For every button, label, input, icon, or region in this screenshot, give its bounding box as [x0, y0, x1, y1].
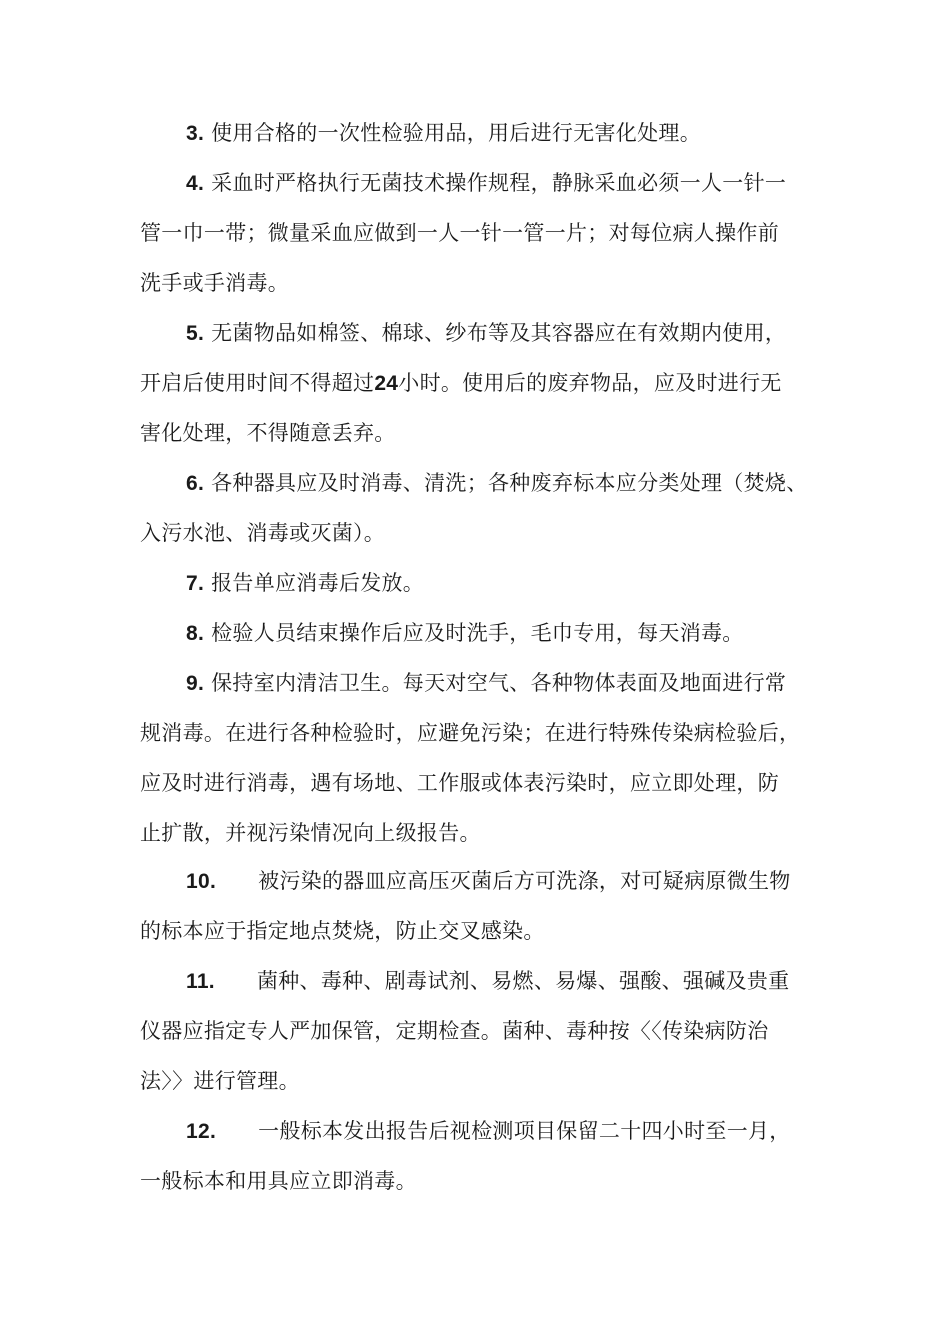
item-text: 无菌物品如棉签、棉球、纱布等及其容器应在有效期内使用，: [211, 321, 787, 345]
paragraph-5-line-1: [186, 318, 786, 349]
paragraph-9-line-4: 止扩散，并视污染情况向上级报告。: [140, 821, 481, 845]
paragraph-5-line-2: [140, 368, 782, 399]
item-number: 3.: [186, 122, 205, 145]
item-number-inline: 24: [374, 372, 399, 395]
item-number: 12.: [186, 1120, 217, 1143]
item-number: 8.: [186, 622, 205, 645]
paragraph-9-line-3: 应及时进行消毒，遇有场地、工作服或体表污染时，应立即处理，防: [140, 771, 779, 795]
paragraph-10-line-1: [186, 866, 791, 897]
item-text: 开启后使用时间不得超过: [140, 371, 375, 395]
item-number: 9.: [186, 672, 205, 695]
paragraph-4-line-3: 洗手或手消毒。: [140, 271, 290, 295]
item-text: 保持室内清洁卫生。每天对空气、各种物体表面及地面进行常: [211, 671, 787, 695]
paragraph-7-line-1: [186, 568, 424, 599]
paragraph-11-line-3: 法〉〉进行管理。: [140, 1069, 300, 1093]
paragraph-4-line-1: [186, 168, 786, 199]
item-number: 5.: [186, 322, 205, 345]
paragraph-9-line-2: 规消毒。在进行各种检验时，应避免污染；在进行特殊传染病检验后，: [140, 721, 801, 745]
paragraph-5-line-3: 害化处理，不得随意丢弃。: [140, 421, 396, 445]
item-text: 采血时严格执行无菌技术操作规程，静脉采血必须一人一针一: [211, 171, 787, 195]
item-text: 各种器具应及时消毒、清洗；各种废弃标本应分类处理（焚烧、: [211, 471, 808, 495]
paragraph-11-line-1: [186, 966, 789, 997]
item-number: 7.: [186, 572, 205, 595]
paragraph-6-line-2: 入污水池、消毒或灭菌）。: [140, 521, 386, 545]
paragraph-3-line-1: [186, 118, 701, 149]
item-number: 10.: [186, 870, 217, 893]
item-number: 4.: [186, 172, 205, 195]
item-text: 报告单应消毒后发放。: [211, 571, 425, 595]
paragraph-8-line-1: [186, 618, 744, 649]
paragraph-6-line-1: [186, 468, 808, 499]
item-number: 11.: [186, 970, 215, 993]
paragraph-12-line-1: [186, 1116, 791, 1147]
paragraph-12-line-2: 一般标本和用具应立即消毒。: [140, 1169, 417, 1193]
item-text: 使用合格的一次性检验用品，用后进行无害化处理。: [211, 121, 702, 145]
item-text: 一般标本发出报告后视检测项目保留二十四小时至一月，: [258, 1119, 791, 1143]
item-text: 小时。使用后的废弃物品，应及时进行无: [398, 371, 782, 395]
item-text: 检验人员结束操作后应及时洗手，毛巾专用，每天消毒。: [211, 621, 744, 645]
paragraph-11-line-2: 仪器应指定专人严加保管，定期检查。菌种、毒种按〈〈传染病防治: [140, 1019, 769, 1043]
item-text: 被污染的器皿应高压灭菌后方可洗涤，对可疑病原微生物: [258, 869, 791, 893]
paragraph-9-line-1: [186, 668, 786, 699]
paragraph-10-line-2: 的标本应于指定地点焚烧，防止交叉感染。: [140, 919, 545, 943]
item-number: 6.: [186, 472, 205, 495]
paragraph-4-line-2: 管一巾一带；微量采血应做到一人一针一管一片；对每位病人操作前: [140, 221, 779, 245]
item-text: 菌种、毒种、剧毒试剂、易燃、易爆、强酸、强碱及贵重: [256, 969, 790, 993]
